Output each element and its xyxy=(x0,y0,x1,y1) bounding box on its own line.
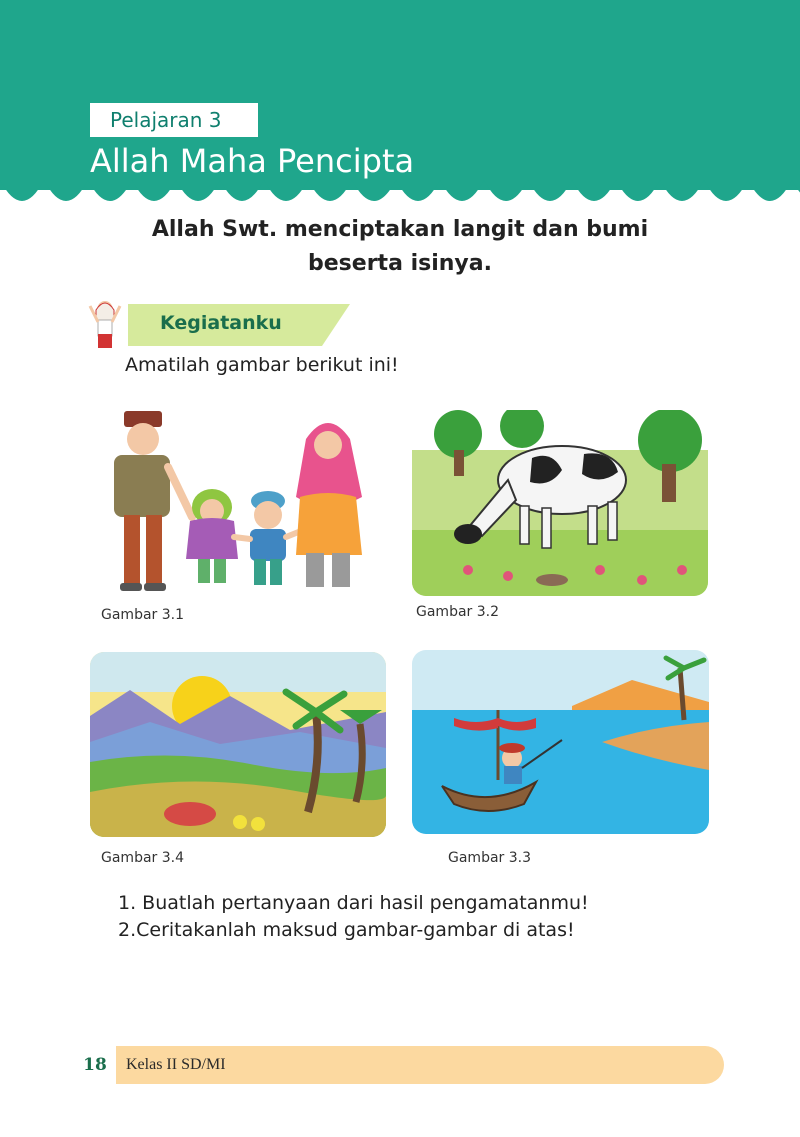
intro-line-2: beserta isinya. xyxy=(308,251,492,276)
child-mascot-icon xyxy=(90,301,120,348)
task-item: 1. Buatlah pertanyaan dari hasil pengamatanmu! xyxy=(118,892,589,914)
figure-caption-3-3: Gambar 3.3 xyxy=(448,850,532,866)
activity-label: Kegiatanku xyxy=(160,312,282,334)
task-list xyxy=(118,890,589,944)
lesson-title: Allah Maha Pencipta xyxy=(90,142,415,180)
task-item: 2.Ceritakanlah maksud gambar-gambar di atas! xyxy=(118,919,575,941)
lesson-tag: Pelajaran 3 xyxy=(90,103,258,137)
mountain-sunrise-illustration xyxy=(90,652,386,837)
figure-caption-3-2: Gambar 3.2 xyxy=(416,604,500,620)
page-number: 18 xyxy=(74,1046,116,1084)
grade-label: Kelas II SD/MI xyxy=(126,1056,226,1073)
cow-grazing-illustration xyxy=(412,410,708,596)
intro-text xyxy=(0,213,800,281)
figure-caption-3-4: Gambar 3.4 xyxy=(101,850,185,866)
boat-at-sea-illustration xyxy=(412,650,709,834)
activity-instruction: Amatilah gambar berikut ini! xyxy=(125,354,399,376)
family-illustration xyxy=(100,405,375,600)
intro-line-1: Allah Swt. menciptakan langit dan bumi xyxy=(151,217,649,242)
figure-caption-3-1: Gambar 3.1 xyxy=(101,607,185,623)
